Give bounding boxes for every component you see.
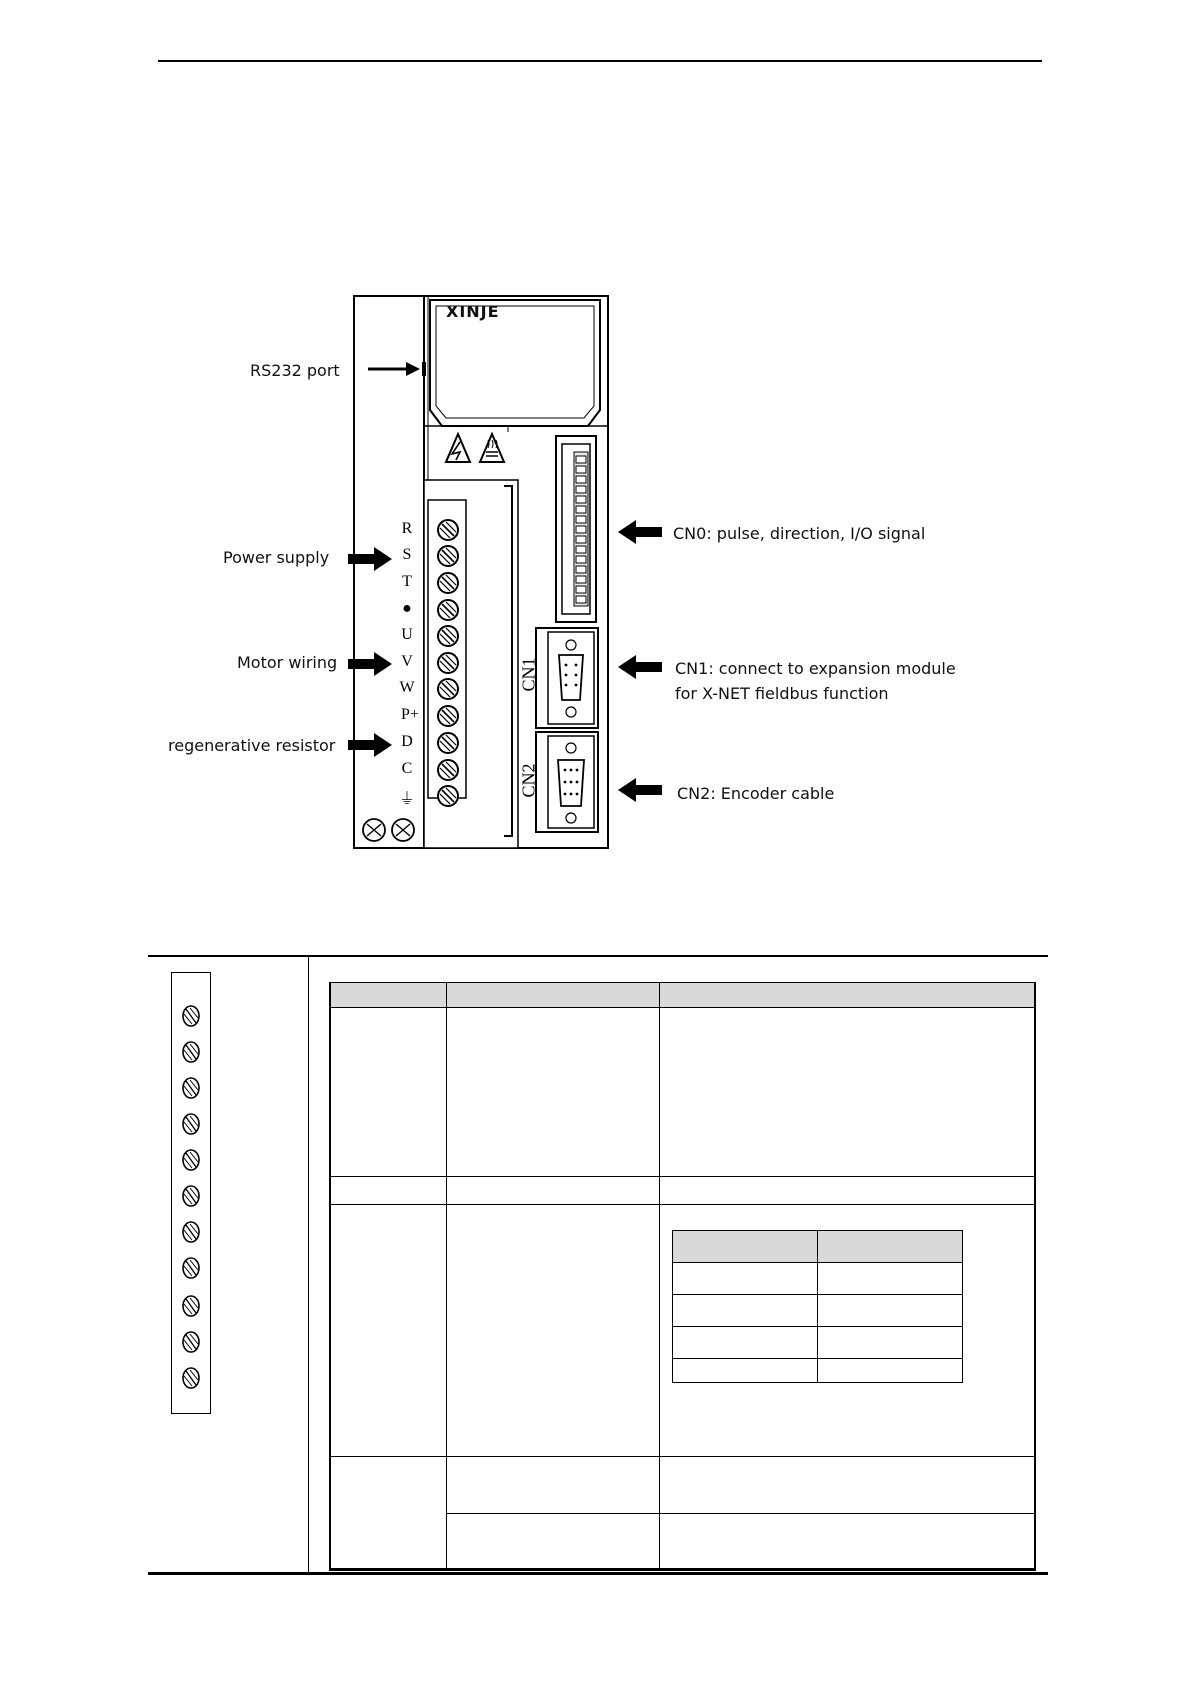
table-header-row [330, 983, 1035, 1008]
cn1-label-line2: for X-NET fieldbus function [675, 684, 889, 703]
terminal-u: U [401, 626, 413, 643]
section-top-rule [148, 955, 1048, 957]
terminal-dot: ● [402, 600, 412, 617]
cn2-label: CN2: Encoder cable [677, 784, 835, 803]
terminal-v: V [401, 653, 413, 670]
terminal-ground: ⏚ [398, 791, 415, 808]
terminal-c: C [401, 760, 413, 777]
nested-header-row [673, 1231, 963, 1263]
table-row [330, 1457, 1035, 1514]
terminal-s: S [402, 546, 412, 563]
terminal-p-plus: P+ [401, 706, 419, 723]
cn1-connector [536, 628, 598, 728]
cn1-label-line1: CN1: connect to expansion module [675, 659, 956, 678]
nested-row [673, 1263, 963, 1295]
terminal-t: T [402, 573, 412, 590]
regen-resistor-label: regenerative resistor [168, 736, 336, 755]
section-bottom-rule [148, 1572, 1048, 1575]
cn0-connector [556, 436, 596, 622]
table-row [330, 1008, 1035, 1177]
strip-screws [172, 973, 210, 1413]
terminal-screws [438, 520, 458, 806]
nested-table [672, 1230, 963, 1383]
rs232-port-label: RS232 port [250, 361, 340, 380]
brand-logo: XINJE [446, 302, 500, 321]
cn2-vertical-label: CN2 [518, 763, 539, 798]
terminal-r: R [401, 520, 413, 537]
terminal-w: W [399, 679, 415, 696]
nested-row [673, 1327, 963, 1359]
nested-row [673, 1295, 963, 1327]
section-divider [308, 955, 309, 1572]
cn1-vertical-label: CN1 [518, 657, 539, 692]
power-supply-label: Power supply [223, 548, 330, 567]
terminal-strip-illustration [171, 972, 211, 1414]
terminal-d: D [401, 733, 413, 750]
motor-wiring-label: Motor wiring [237, 653, 338, 672]
table-row [330, 1177, 1035, 1205]
nested-row [673, 1359, 963, 1383]
cn2-connector [536, 732, 598, 832]
cn0-label: CN0: pulse, direction, I/O signal [673, 524, 926, 543]
